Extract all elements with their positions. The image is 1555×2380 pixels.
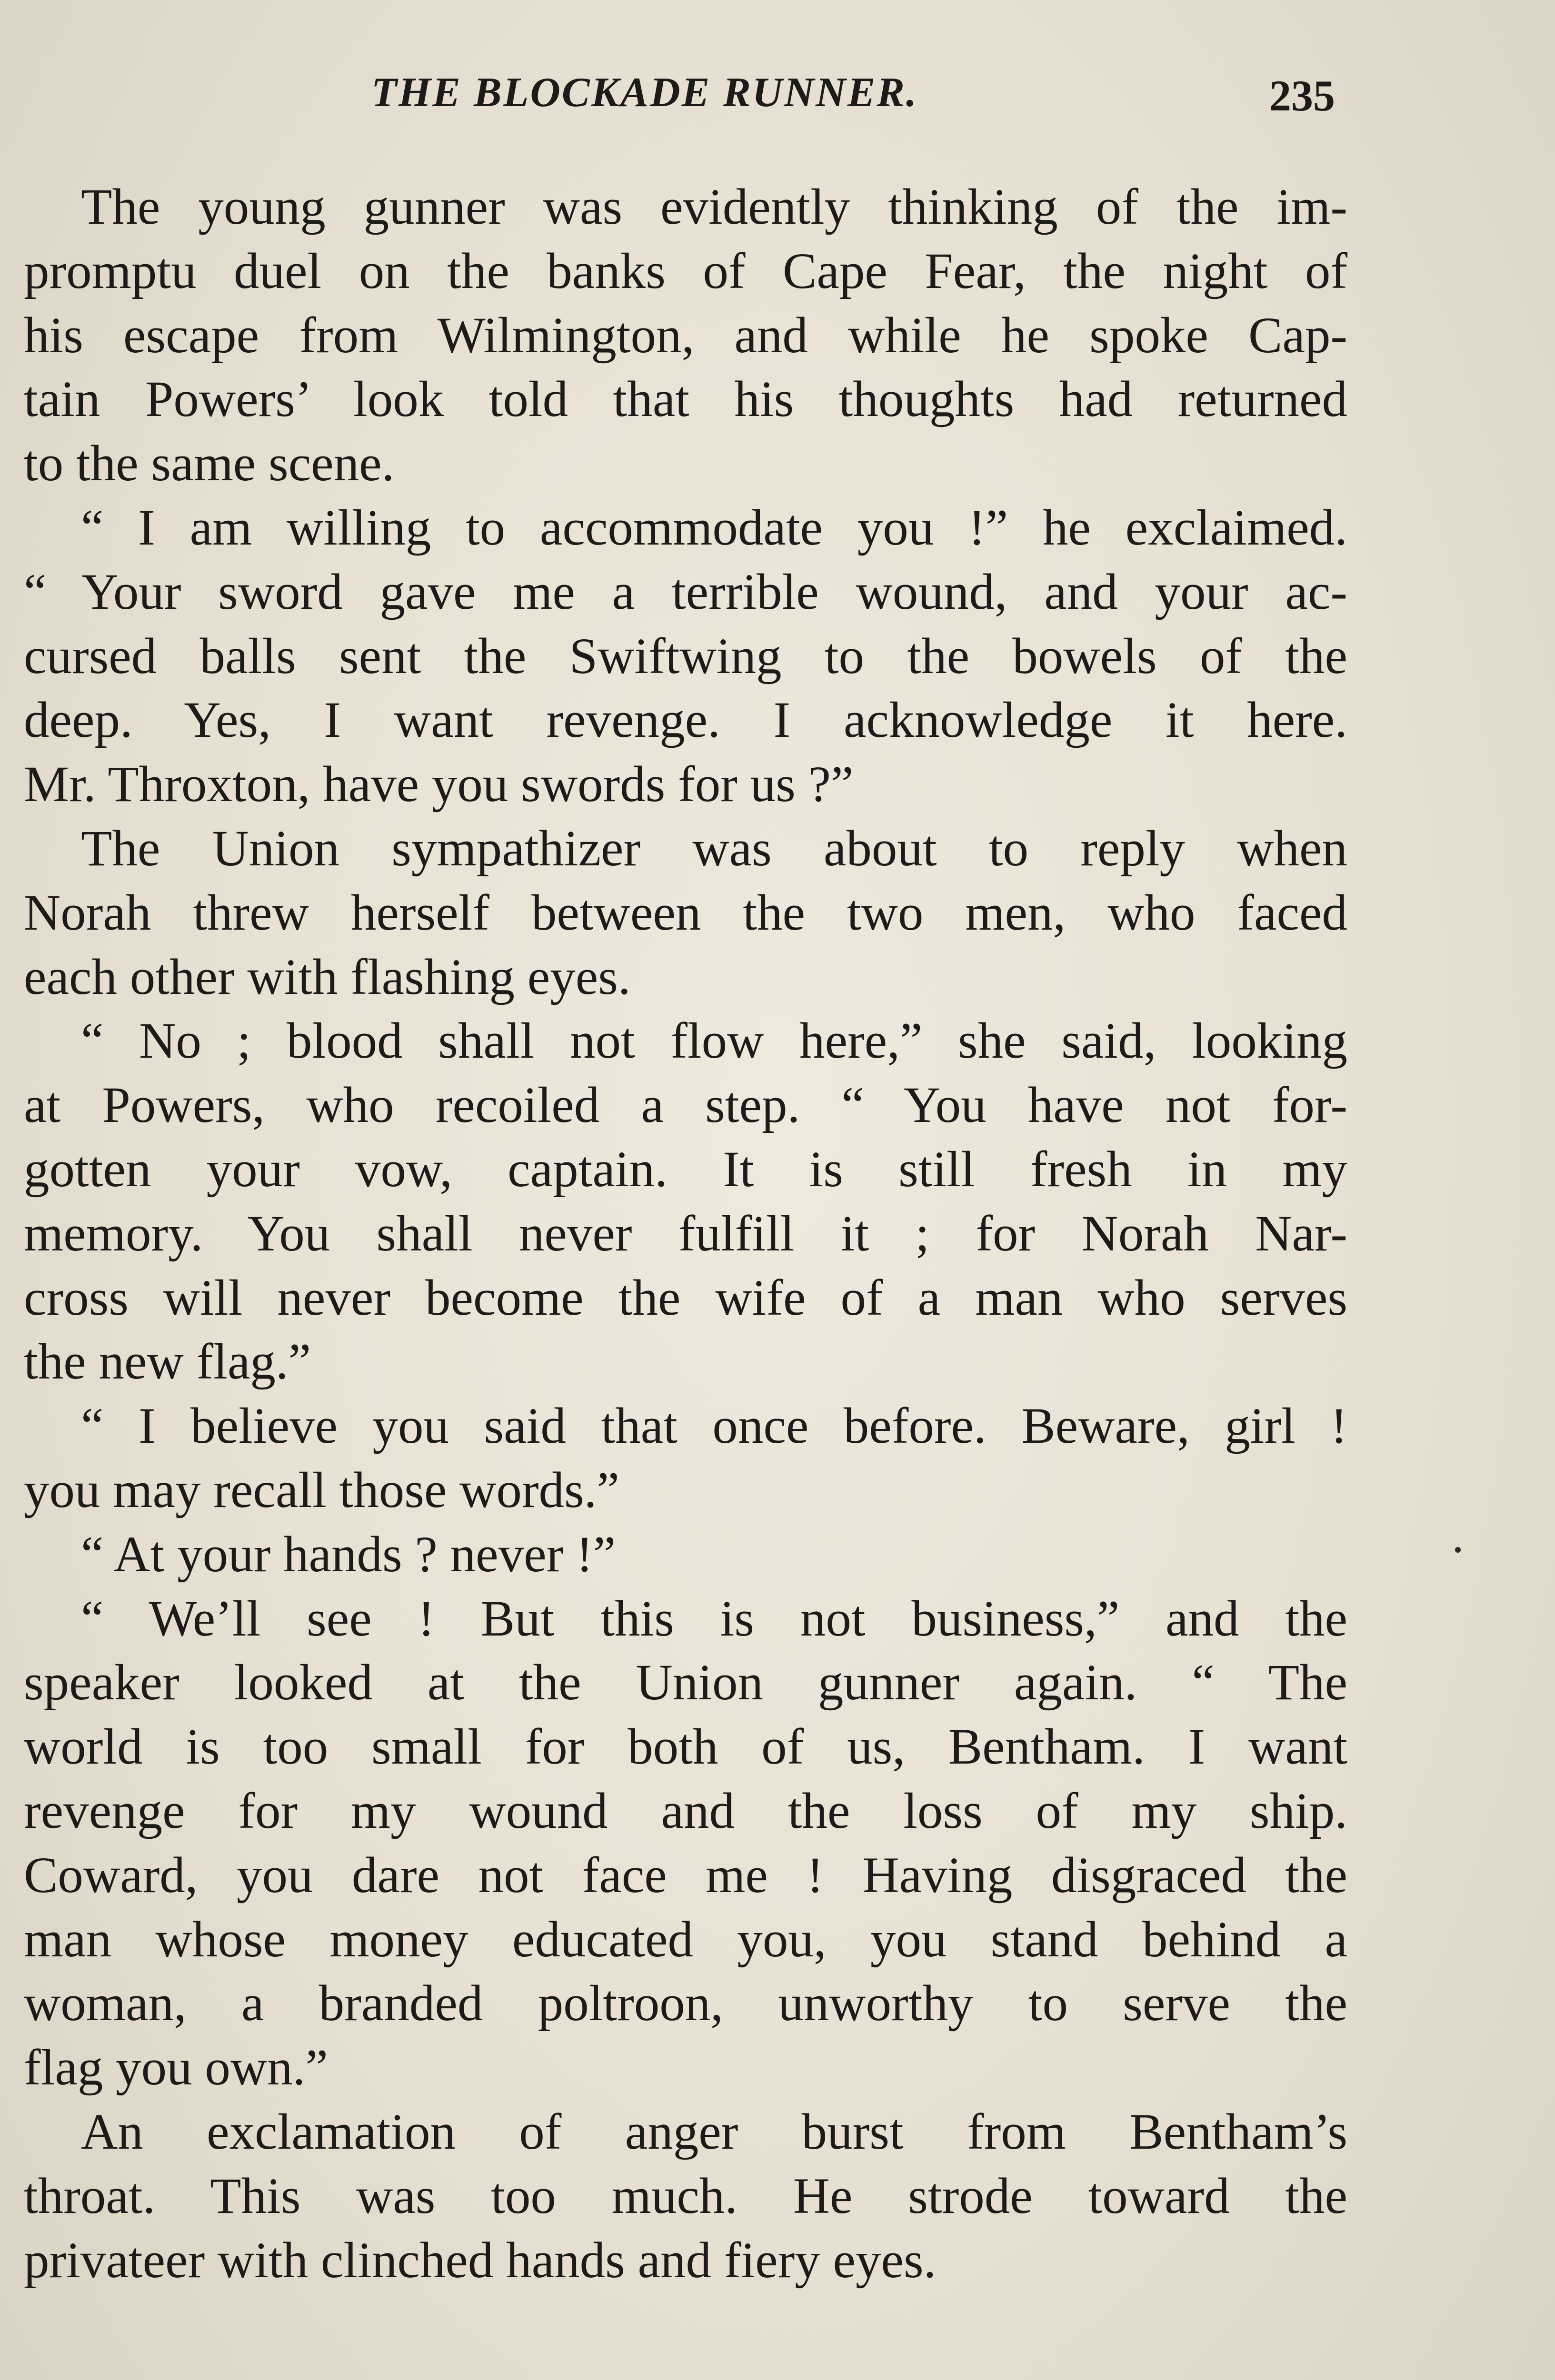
text-line: flag you own.”: [24, 2040, 328, 2096]
text-line: speaker looked at the Union gunner again. “ The: [24, 1655, 1347, 1711]
body-text: [24, 175, 1347, 2292]
text-line: The Union sympathizer was about to reply when: [81, 820, 1347, 877]
text-line: the new flag.”: [24, 1334, 311, 1390]
text-line: at Powers, who recoiled a step. “ You have not for-: [24, 1077, 1347, 1134]
text-line: world is too small for both of us, Bentham. I want: [24, 1719, 1347, 1775]
text-line: “ I believe you said that once before. Beware, girl !: [81, 1398, 1347, 1455]
text-line: woman, a branded poltroon, unworthy to serve the: [24, 1975, 1347, 2032]
running-head: THE BLOCKADE RUNNER.: [371, 69, 918, 116]
text-line: “ I am willing to accommodate you !” he exclaimed.: [81, 499, 1347, 556]
text-line: man whose money educated you, you stand behind a: [24, 1911, 1347, 1968]
text-line: cross will never become the wife of a man who serves: [24, 1269, 1347, 1326]
text-line: “ No ; blood shall not flow here,” she said, looking: [81, 1013, 1347, 1070]
text-line: each other with flashing eyes.: [24, 949, 631, 1005]
text-line: Mr. Throxton, have you swords for us ?”: [24, 756, 854, 813]
text-line: to the same scene.: [24, 436, 395, 492]
text-line: revenge for my wound and the loss of my ship.: [24, 1783, 1347, 1839]
text-line: “ Your sword gave me a terrible wound, and your ac-: [24, 564, 1347, 620]
text-line: An exclamation of anger burst from Bentham’s: [81, 2103, 1347, 2160]
text-line: cursed balls sent the Swiftwing to the bowels of the: [24, 628, 1347, 684]
text-line: throat. This was too much. He strode toward the: [24, 2168, 1347, 2224]
text-line: you may recall those words.”: [24, 1462, 619, 1518]
text-line: memory. You shall never fulfill it ; for Norah Nar-: [24, 1205, 1347, 1262]
text-line: Coward, you dare not face me ! Having disgraced the: [24, 1847, 1347, 1904]
text-line: “ We’ll see ! But this is not business,” and the: [81, 1590, 1347, 1647]
page-header: [0, 67, 1555, 119]
text-line: privateer with clinched hands and fiery eyes.: [24, 2232, 937, 2289]
text-line: gotten your vow, captain. It is still fresh in my: [24, 1141, 1347, 1198]
text-line: Norah threw herself between the two men, who faced: [24, 884, 1347, 941]
text-line: deep. Yes, I want revenge. I acknowledge it here.: [24, 692, 1347, 749]
ink-speck: [1455, 1547, 1461, 1553]
text-line: The young gunner was evidently thinking of the im-: [81, 179, 1347, 235]
text-line: his escape from Wilmington, and while he spoke Cap-: [24, 307, 1347, 364]
page-number: 235: [1269, 71, 1335, 120]
text-line: “ At your hands ? never !”: [81, 1526, 616, 1583]
text-line: tain Powers’ look told that his thoughts had returned: [24, 371, 1347, 428]
text-line: promptu duel on the banks of Cape Fear, the night of: [24, 243, 1347, 299]
